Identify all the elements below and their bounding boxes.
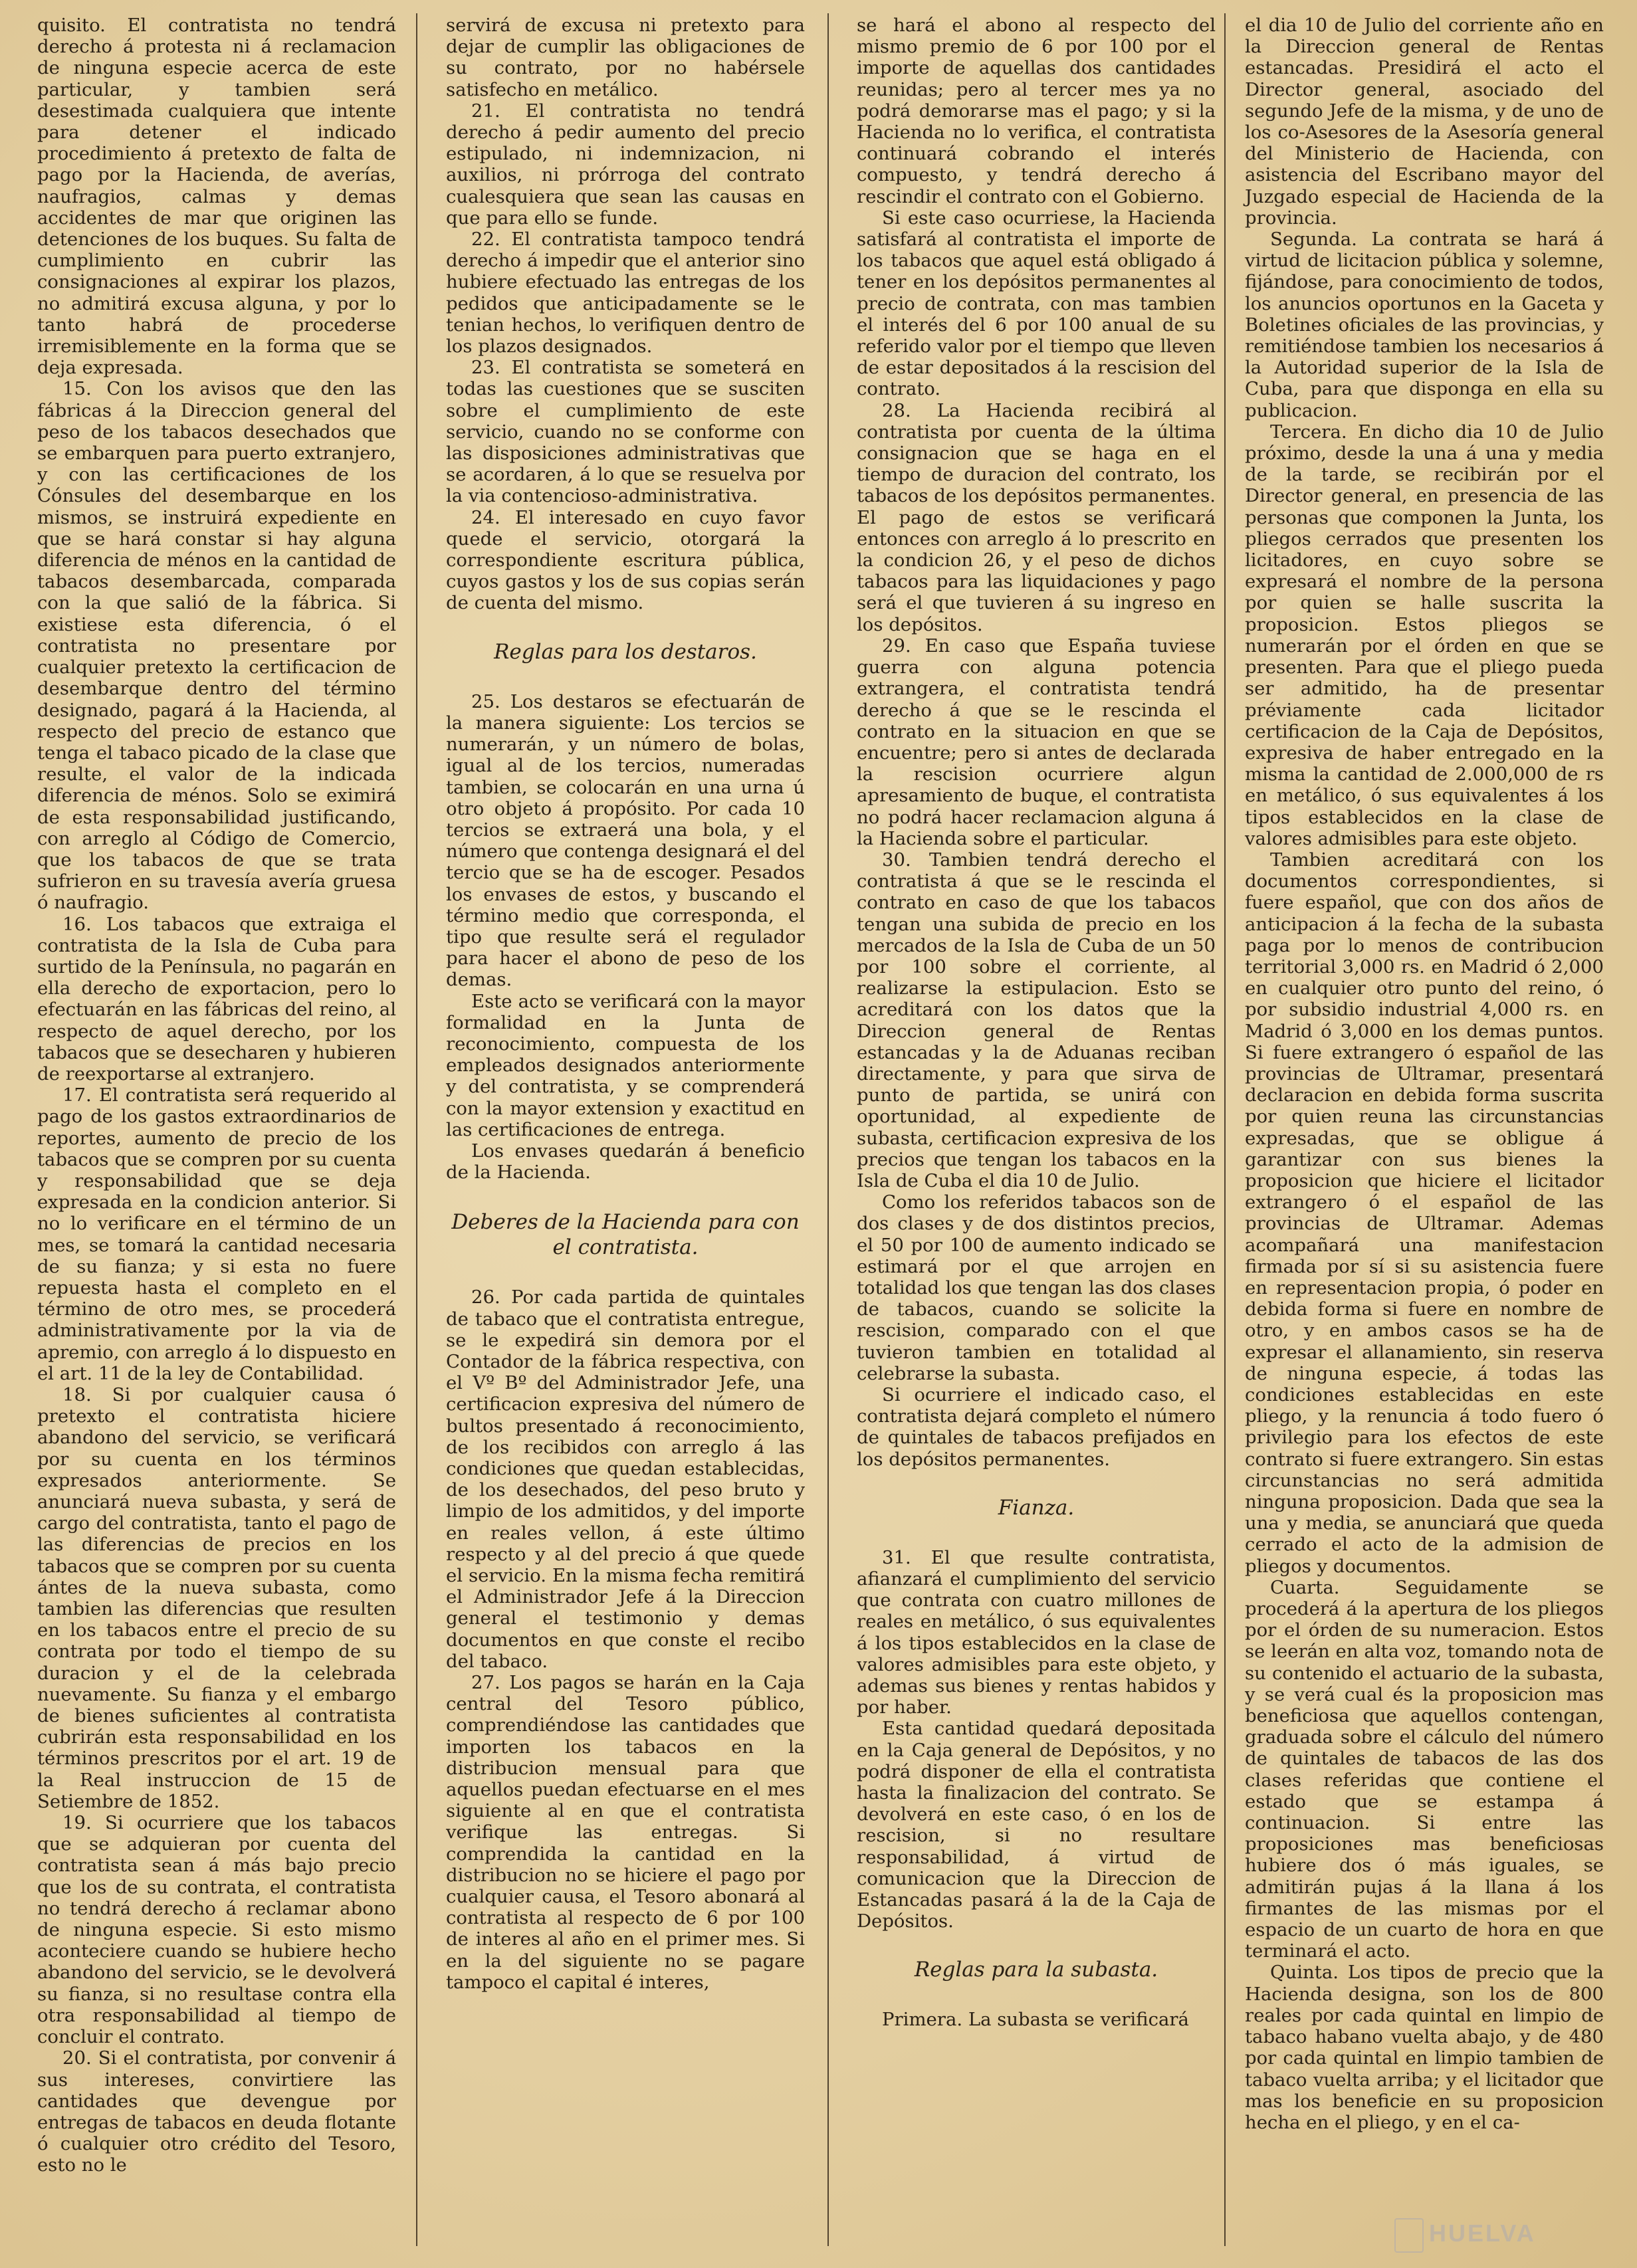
paragraph: 18. Si por cualquier causa ó pretexto el contratista hiciere abandono del servicio, se verificará por su cuenta en los términos expresados anteriormente. Se anunciará nueva subasta, y será de cargo del contratista, tanto el pago de las diferencias de precios en los tabacos que se compren por su cuenta ántes de la nueva subasta, como tambien las diferencias que resulten en los tabacos entre el precio de su contrata por todo el tiempo de su duracion y el de la celebrada nuevamente. Su fianza y el embargo de bienes suficientes al contratista cubrirán esta responsabilidad en los términos prescritos por el art. 19 de la Real instruccion de 15 de Setiembre de 1852. <box>37 1384 396 1812</box>
watermark-text: HUELVA <box>1429 2219 1536 2247</box>
paragraph: 22. El contratista tampoco tendrá derecho á impedir que el anterior sino hubiere efectuado las entregas de los pedidos que anticipadamente se le tenian hechos, lo verifiquen dentro de los plazos designados. <box>446 229 805 358</box>
column-2 <box>446 15 805 1993</box>
paragraph: Esta cantidad quedará depositada en la Caja general de Depósitos, y no podrá disponer de ella el contratista hasta la finalizacion del contrato. Se devolverá en este caso, ó en los de rescision, si no resultare responsabilidad, á virtud de comunicacion que la Direccion de Estancadas pasará á la de la Caja de Depósitos. <box>857 1718 1216 1932</box>
column-rule <box>416 13 417 2246</box>
paragraph: 25. Los destaros se efectuarán de la manera siguiente: Los tercios se numerarán, y un número de bolas, igual al de los tercios, numeradas tambien, se colocarán en una urna ú otro objeto á propósito. Por cada 10 tercios se extraerá una bola, y el número que contenga designará el del tercio que se ha de escoger. Pesados los envases de estos, y buscando el término medio que corresponda, el tipo que resulte será el regulador para hacer el abono de peso de los demas. <box>446 690 805 991</box>
paragraph: Si este caso ocurriese, la Hacienda satisfará al contratista el importe de los tabacos que aquel está obligado á tener en los depósitos permanentes al precio de contrata, con mas tambien el interés del 6 por 100 anual de su referido valor por el tiempo que lleven de estar depositados á la rescision del contrato. <box>857 207 1216 400</box>
section-heading: Reglas para los destaros. <box>494 639 757 664</box>
section-heading: Fianza. <box>998 1495 1075 1520</box>
section-heading: Deberes de la Hacienda para con el contratista. <box>451 1210 800 1260</box>
paragraph: 27. Los pagos se harán en la Caja central del Tesoro público, comprendiéndose las cantidades que importen los tabacos en la distribucion mensual para que aquellos puedan efectuarse en el mes siguiente al en que el contratista verifique las entregas. Si comprendida la cantidad en la distribucion no se hiciere el pago por cualquier causa, el Tesoro abonará al contratista al respecto de 6 por 100 de interes al año en el primer mes. Si en la del siguiente no se pagare tampoco el capital é interes, <box>446 1672 805 1993</box>
paragraph: Quinta. Los tipos de precio que la Hacienda designa, son los de 800 reales por cada quintal en limpio de tabaco habano vuelta abajo, y de 480 por cada quintal en limpio tambien de tabaco vuelta arriba; y el licitador que mas los beneficie en su proposicion hecha en el pliego, y en el ca- <box>1245 1962 1604 2133</box>
section-heading: Reglas para la subasta. <box>914 1958 1158 1982</box>
paragraph: Como los referidos tabacos son de dos clases y de dos distintos precios, el 50 por 100 de aumento indicado se estimará por el que arrojen en totalidad los que tengan las dos clases de tabacos, cuando se solicite la rescision, comparado con el que tuvieron tambien en totalidad al celebrarse la subasta. <box>857 1191 1216 1384</box>
paragraph: 28. La Hacienda recibirá al contratista por cuenta de la última consignacion que se haga en el tiempo de duracion del contrato, los tabacos de los depósitos permanentes. El pago de estos se verificará entonces con arreglo á lo prescrito en la condicion 26, y el peso de dichos tabacos para las liquidaciones y pago será el que tuvieren á su ingreso en los depósitos. <box>857 399 1216 635</box>
paragraph: 20. Si el contratista, por convenir á sus intereses, convirtiere las cantidades que devengue por entregas de tabacos en deuda flotante ó cualquier otro crédito del Tesoro, esto no le <box>37 2047 396 2176</box>
watermark-icon <box>1394 2218 1424 2253</box>
column-rule <box>1224 13 1226 2246</box>
paragraph: Los envases quedarán á beneficio de la Hacienda. <box>446 1140 805 1184</box>
paragraph: 17. El contratista será requerido al pago de los gastos extraordinarios de reportes, aumento de precio de los tabacos que se compren por su cuenta y responsabilidad que se deja expresada en la condicion anterior. Si no lo verificare en el término de un mes, se tomará la cantidad necesaria de su fianza; y si esta no fuere repuesta hasta el completo en el término de otro mes, se procederá administrativamente por la via de apremio, con arreglo á lo dispuesto en el art. 11 de la ley de Contabilidad. <box>37 1084 396 1384</box>
library-watermark <box>1394 2217 1594 2257</box>
paragraph: 26. Por cada partida de quintales de tabaco que el contratista entregue, se le expedirá sin demora por el Contador de la fábrica respectiva, con el Vº Bº del Administrador Jefe, una certificacion expresiva del número de bultos presentado á reconocimiento, de los recibidos con arreglo á las condiciones que quedan establecidas, de los desechados, del peso bruto y limpio de los admitidos, y del importe en reales vellon, á este último respecto y al del precio á que quede el servicio. En la misma fecha remitirá el Administrador Jefe á la Direccion general el testimonio y demas documentos en que conste el recibo del tabaco. <box>446 1287 805 1672</box>
paragraph: 30. Tambien tendrá derecho el contratista á que se le rescinda el contrato en caso de que los tabacos tengan una subida de precio en los mercados de la Isla de Cuba de un 50 por 100 sobre el corriente, al realizarse la estipulacion. Esto se acreditará con los datos que la Direccion general de Rentas estancadas y la de Aduanas reciban directamente, y para que sirva de punto de partida, se unirá con oportunidad, al expediente de subasta, certificacion expresiva de los precios que tengan los tabacos en la Isla de Cuba el dia 10 de Julio. <box>857 849 1216 1191</box>
paragraph: 31. El que resulte contratista, afianzará el cumplimiento del servicio que contrata con cuatro millones de reales en metálico, ó sus equivalentes á los tipos establecidos en la clase de valores admisibles para este objeto, y ademas sus bienes y rentas habidos y por haber. <box>857 1546 1216 1718</box>
paragraph: 16. Los tabacos que extraiga el contratista de la Isla de Cuba para surtido de la Península, no pagarán en ella derecho de exportacion, pero lo efectuarán en las fábricas del reino, al respecto de aquel derecho, por los tabacos que se desecharen y hubieren de reexportarse al extranjero. <box>37 913 396 1084</box>
paragraph: Primera. La subasta se verificará <box>882 2009 1189 2031</box>
paragraph: Este acto se verificará con la mayor formalidad en la Junta de reconocimiento, compuesta de los empleados designados anteriormente y del contratista, y se comprenderá con la mayor extension y exactitud en las certificaciones de entrega. <box>446 990 805 1140</box>
paragraph: 29. En caso que España tuviese guerra con alguna potencia extrangera, el contratista tendrá derecho á que se le rescinda el contrato en la situacion en que se encuentre; pero si antes de declarada la rescision ocurriere algun apresamiento de buque, el contratista no podrá hacer reclamacion alguna á la Hacienda sobre el particular. <box>857 635 1216 849</box>
paragraph: quisito. El contratista no tendrá derecho á protesta ni á reclamacion de ninguna especie acerca de este particular, y tambien será desestimada cualquiera que intente para detener el indicado procedimiento á pretexto de falta de pago por la Hacienda, de averías, naufragios, calmas y demas accidentes de mar que originen las detenciones de los buques. Su falta de cumplimiento en cubrir las consignaciones al expirar los plazos, no admitirá excusa alguna, y por lo tanto habrá de procederse irremisiblemente en la forma que se deja expresada. <box>37 15 396 379</box>
paragraph: Segunda. La contrata se hará á virtud de licitacion pública y solemne, fijándose, para conocimiento de todos, los anuncios oportunos en la Gaceta y Boletines oficiales de las provincias, y remitiéndose tambien los necesarios á la Autoridad superior de la Isla de Cuba, para que disponga en ella su publicacion. <box>1245 229 1604 421</box>
paragraph: el dia 10 de Julio del corriente año en la Direccion general de Rentas estancadas. Presidirá el acto el Director general, asociado del segundo Jefe de la misma, y de uno de los co-Asesores de la Asesoría general del Ministerio de Hacienda, con asistencia del Escribano mayor del Juzgado especial de Hacienda de la provincia. <box>1245 15 1604 229</box>
column-4 <box>1245 15 1604 2133</box>
paragraph: 15. Con los avisos que den las fábricas á la Direccion general del peso de los tabacos desechados que se embarquen para puerto extranjero, y con las certificaciones de los Cónsules del desembarque en los mismos, se instruirá expediente en que se hará constar si hay alguna diferencia de ménos en la cantidad de tabacos desembarcada, comparada con la que salió de la fábrica. Si existiese esta diferencia, ó el contratista no presentare por cualquier pretexto la certificacion de desembarque dentro del término designado, pagará á la Hacienda, al respecto del precio de estanco que tenga el tabaco picado de la clase que resulte, el valor de la indicada diferencia de ménos. Solo se eximirá de esta responsabilidad justificando, con arreglo al Código de Comercio, que los tabacos de que se trata sufrieron en su travesía avería gruesa ó naufragio. <box>37 378 396 914</box>
column-1 <box>37 15 396 2176</box>
paragraph: 21. El contratista no tendrá derecho á pedir aumento del precio estipulado, ni indemnizacion, ni auxilios, ni prórroga del contrato cualesquiera que sean las causas en que para ello se funde. <box>446 100 805 229</box>
paragraph: Cuarta. Seguidamente se procederá á la apertura de los pliegos por el órden de su numeracion. Estos se leerán en alta voz, tomando nota de su contenido el actuario de la subasta, y se verá cual és la proposicion mas beneficiosa que aquellos contengan, graduada sobre el cálculo del número de quintales de tabacos de las dos clases referidas que contiene el estado que se estampa á continuacion. Si entre las proposiciones mas beneficiosas hubiere dos ó más iguales, se admitirán pujas á la llana á los firmantes de las mismas por el espacio de un cuarto de hora en que terminará el acto. <box>1245 1576 1604 1962</box>
paragraph: servirá de excusa ni pretexto para dejar de cumplir las obligaciones de su contrato, por no habérsele satisfecho en metálico. <box>446 15 805 100</box>
paragraph: Si ocurriere el indicado caso, el contratista dejará completo el número de quintales de tabacos prefijados en los depósitos permanentes. <box>857 1384 1216 1470</box>
paragraph: 23. El contratista se someterá en todas las cuestiones que se susciten sobre el cumplimiento de este servicio, cuando no se conforme con las disposiciones administrativas que se acordaren, á lo que se resuelva por la via contencioso-administrativa. <box>446 357 805 507</box>
paragraph: Tercera. En dicho dia 10 de Julio próximo, desde la una á una y media de la tarde, se recibirán por el Director general, en presencia de las personas que componen la Junta, los pliegos cerrados que presenten los licitadores, en cuyo sobre se expresará el nombre de la persona por quien se halle suscrita la proposicion. Estos pliegos se numerarán por el órden en que se presenten. Para que el pliego pueda ser admitido, ha de presentar préviamente cada licitador certificacion de la Caja de Depósitos, expresiva de haber entregado en la misma la cantidad de 2.000,000 de rs en metálico, ó sus equivalentes á los tipos establecidos en la clase de valores admisibles para este objeto. <box>1245 421 1604 849</box>
paragraph: se hará el abono al respecto del mismo premio de 6 por 100 por el importe de aquellas dos cantidades reunidas; pero al tercer mes ya no podrá demorarse mas el pago; y si la Hacienda no lo verifica, el contratista continuará cobrando el interés compuesto, y tendrá derecho á rescindir el contrato con el Gobierno. <box>857 15 1216 207</box>
paragraph: Tambien acreditará con los documentos correspondientes, si fuere español, que con dos años de anticipacion á la fecha de la subasta paga por lo menos de contribucion territorial 3,000 rs. en Madrid ó 2,000 en cualquier otro punto del reino, ó por subsidio industrial 4,000 rs. en Madrid ó 3,000 en los demas puntos. Si fuere extrangero ó español de las provincias de Ultramar, presentará declaracion en debida forma suscrita por quien reuna las circunstancias expresadas, que se obligue á garantizar con sus bienes la proposicion que hiciere el licitador extrangero ó el español de las provincias de Ultramar. Ademas acompañará una manifestacion firmada por sí si su asistencia fuere en representacion propia, ó poder en debida forma si fuere en nombre de otro, y en ambos casos se ha de expresar el allanamiento, sin reserva de ninguna especie, á todas las condiciones establecidas en este pliego, y la renuncia á todo fuero ó privilegio para los efectos de este contrato si fuere extrangero. Sin estas circunstancias no será admitida ninguna proposicion. Dada que sea la una y media, se anunciará que queda cerrado el acto de la admision de pliegos y documentos. <box>1245 849 1604 1577</box>
paragraph: 24. El interesado en cuyo favor quede el servicio, otorgará la correspondiente escritura pública, cuyos gastos y los de sus copias serán de cuenta del mismo. <box>446 506 805 614</box>
paragraph: 19. Si ocurriere que los tabacos que se adquieran por cuenta del contratista sean á más bajo precio que los de su contrata, el contratista no tendrá derecho á reclamar abono de ninguna especie. Si esto mismo aconteciere cuando se hubiere hecho abandono del servicio, se le devolverá su fianza, si no resultase contra ella otra responsabilidad al tiempo de concluir el contrato. <box>37 1812 396 2048</box>
column-3 <box>857 15 1216 2031</box>
column-rule <box>827 13 829 2246</box>
